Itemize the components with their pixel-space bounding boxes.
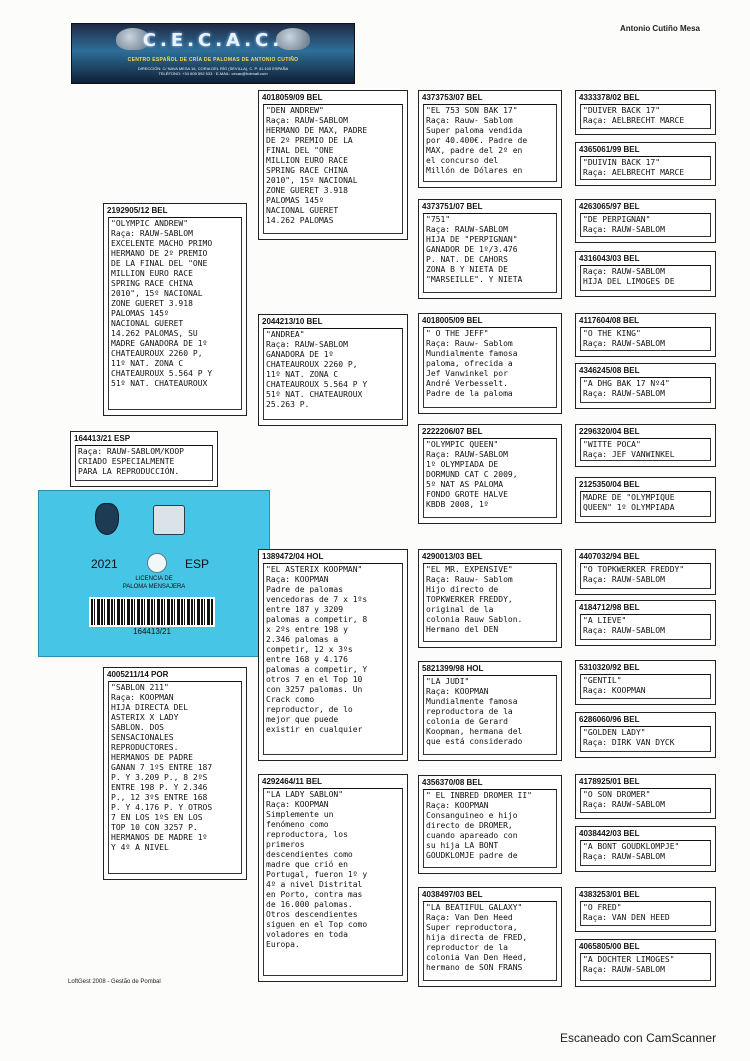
pedigree-card: [258, 774, 408, 982]
ring-number: 5821399/98 HOL: [422, 664, 484, 673]
pigeon-details: "ANDREA" Raça: RAUW-SABLOM GANADORA DE 1º CHATEAUROUX 2260 P, 11º NAT. ZONA C CHATEAUROUX 5.564 P Y 51º NAT. CHATEAUROUX 25.263 P.: [263, 328, 403, 420]
ring-number: 4038497/03 BEL: [422, 890, 483, 899]
club-subtitle: CENTRO ESPAÑOL DE CRÍA DE PALOMAS DE ANTONIO CUTIÑO: [127, 57, 299, 63]
pedigree-card: [418, 90, 562, 188]
ring-number: 4356370/08 BEL: [422, 778, 483, 787]
ring-number: 4018059/09 BEL: [262, 93, 323, 102]
pigeon-details: "LA LADY SABLON" Raça: KOOPMAN Simplemente un fenómeno como reproductora, los primeros descendientes como madre que crió en Portugal, fueron 1º y 4º a nivel Distrital en Porto, contra mas de 16.000 palomas. Otros descendientes siguen en el Top como voladores en toda Europa.: [263, 788, 403, 976]
ring-number: 2296320/04 BEL: [579, 427, 640, 436]
pedigree-card: [575, 90, 716, 135]
license-country: ESP: [185, 557, 210, 571]
pigeon-details: "O THE KING" Raça: RAUW-SABLOM: [580, 327, 711, 351]
pigeon-details: "A DHG BAK 17 Nº4" Raça: RAUW-SABLOM: [580, 377, 711, 403]
pedigree-card: [418, 313, 562, 414]
pigeon-emblem-icon: [153, 505, 185, 535]
ring-number: 4038442/03 BEL: [579, 829, 640, 838]
ring-number: 4178925/01 BEL: [579, 777, 640, 786]
club-address-line: DIRECCIÓN: C/ NAVA MESA 16, CORIA DEL RÍO (SEVILLA), C. P. 41.100 ESPAÑA: [137, 66, 289, 71]
pedigree-card: [418, 549, 562, 648]
pigeon-details: " EL INBRED DROMER II" Raça: KOOPMAN Consanguineo e hijo directo de DROMER, cuando apareado con su hija LA BONT GOUDKLOMJE padre de: [423, 789, 557, 868]
ring-number: 4005211/14 POR: [107, 670, 169, 679]
ring-number: 1389472/04 HOL: [262, 552, 324, 561]
pigeon-details: "A DOCHTER LIMOGES" Raça: RAUW-SABLOM: [580, 953, 711, 981]
ring-number: 4407032/94 BEL: [579, 552, 640, 561]
club-logo-text: C.E.C.A.C.: [142, 30, 284, 51]
pigeon-details: MADRE DE "OLYMPIQUE QUEEN" 1º OLYMPIADA: [580, 491, 711, 517]
ring-number: 4346245/08 BEL: [579, 366, 640, 375]
ring-number: 4290013/03 BEL: [422, 552, 483, 561]
pedigree-card: [103, 667, 247, 880]
pedigree-card: [575, 142, 716, 186]
pedigree-card: [418, 661, 562, 761]
pigeon-details: Raça: RAUW-SABLOM HIJA DEL LIMOGES DE: [580, 265, 711, 291]
pigeon-details: "OLYMPIC ANDREW" Raça: RAUW-SABLOM EXCELENTE MACHO PRIMO HERMANO DE 2º PREMIO DE LA FINAL DEL "ONE MILLION EURO RACE SPRING RACE CHINA 2010", 15º NACIONAL ZONE GUERET 3.918 PALOMAS 145º NACIONAL GUERET 14.262 PALOMAS, SU MADRE GANADORA DE 1º CHATEAUROUX 2260 P, 11º NAT. ZONA C CHATEAUROUX 5.564 P Y 51º NAT. CHATEAUROUX: [108, 217, 242, 410]
pigeon-details: "O FRED" Raça: VAN DEN HEED: [580, 901, 711, 926]
pedigree-card: [575, 660, 716, 705]
pedigree-card: [575, 600, 716, 646]
pedigree-card: [575, 199, 716, 243]
pedigree-card: [103, 203, 247, 416]
pedigree-card: [575, 313, 716, 357]
pedigree-card: [575, 939, 716, 987]
pedigree-card: [575, 477, 716, 523]
ring-number: 4018005/09 BEL: [422, 316, 483, 325]
ring-number: 5310320/92 BEL: [579, 663, 640, 672]
pedigree-card: [258, 90, 408, 240]
pigeon-details: "751" Raça: RAUW-SABLOM HIJA DE "PERPIGNAN" GANADOR DE 1º/3.476 P. NAT. DE CAHORS ZONA B Y NIETA DE "MARSEILLE". Y NIETA: [423, 213, 557, 293]
pigeon-details: "O TOPKWERKER FREDDY" Raça: RAUW-SABLOM: [580, 563, 711, 589]
barcode-number: 164413/21: [133, 627, 171, 636]
ring-number: 2222206/07 BEL: [422, 427, 483, 436]
ring-number: 2192905/12 BEL: [107, 206, 168, 215]
ring-number: 6286060/96 BEL: [579, 715, 640, 724]
author-name: Antonio Cutiño Mesa: [620, 24, 700, 33]
pigeon-details: "DE PERPIGNAN" Raça: RAUW-SABLOM: [580, 213, 711, 237]
scanner-watermark: Escaneado con CamScanner: [560, 1031, 717, 1045]
pedigree-card: [575, 774, 716, 819]
pigeon-details: "GOLDEN LADY" Raça: DIRK VAN DYCK: [580, 726, 711, 752]
pigeon-details: Raça: RAUW-SABLOM/KOOP CRIADO ESPECIALMENTE PARA LA REPRODUCCIÓN.: [75, 445, 213, 481]
pedigree-card: [575, 251, 716, 297]
federation-crest-icon: [95, 503, 119, 535]
pigeon-details: "EL ASTERIX KOOPMAN" Raça: KOOPMAN Padre de palomas vencedoras de 7 x 1ºs entre 187 y 3209 palomas a competir, 8 x 2ºs entre 198 y 2.346 palomas a competir, 12 x 3ºs entre 168 y 4.176 palomas a competir, Y otros 7 en el Top 10 con 3257 palomas. Un Crack como reproductor, de lo mejor que puede existir en cualquier: [263, 563, 403, 755]
club-header-banner: [71, 23, 355, 84]
ring-number: 4373751/07 BEL: [422, 202, 483, 211]
pigeon-details: "LA JUDI" Raça: KOOPMAN Mundialmente famosa reproductora de la colonia de Gerard Koopman, hermana del que está considerado: [423, 675, 557, 755]
pedigree-card: [575, 424, 716, 467]
hologram-icon: [147, 553, 167, 573]
pedigree-card: [70, 431, 218, 487]
pigeon-details: "A BONT GOUDKLOMPJE" Raça: RAUW-SABLOM: [580, 840, 711, 866]
license-year: 2021: [91, 557, 118, 571]
pigeon-details: "OLYMPIC QUEEN" Raça: RAUW-SABLOM 1º OLYMPIADA DE DORMUND CAT C 2009, 5º NAT AS PALOMA FONDO GROTE HALVE KBDB 2008, 1º: [423, 438, 557, 518]
pedigree-card: [575, 887, 716, 932]
club-address: [72, 66, 354, 76]
pigeon-details: "LA BEATIFUL GALAXY" Raça: Van Den Heed Super reproductora, hija directa de FRED, reproductor de la colonia Van Den Heed, hermano de SON FRANS: [423, 901, 557, 981]
ring-number: 4373753/07 BEL: [422, 93, 483, 102]
ring-number: 4333378/02 BEL: [579, 93, 640, 102]
ring-number: 164413/21 ESP: [74, 434, 131, 443]
barcode-icon: [89, 597, 215, 627]
pigeon-details: "DUIVER BACK 17" Raça: AELBRECHT MARCE: [580, 104, 711, 129]
pigeon-details: "WITTE POCA" Raça: JEF VANWINKEL: [580, 438, 711, 461]
pedigree-card: [258, 549, 408, 761]
pedigree-card: [418, 424, 562, 524]
ring-number: 4065805/00 BEL: [579, 942, 640, 951]
software-footer: LoftGest 2008 - Gestão de Pombal: [68, 979, 161, 985]
pedigree-card: [418, 887, 562, 987]
pedigree-card: [575, 363, 716, 409]
pigeon-details: "A LIEVE" Raça: RAUW-SABLOM: [580, 614, 711, 640]
ring-number: 2044213/10 BEL: [262, 317, 323, 326]
ring-number: 4263065/97 BEL: [579, 202, 640, 211]
pigeon-license-card: [38, 490, 270, 657]
license-title: LICENCIA DE PALOMA MENSAJERA: [122, 576, 186, 590]
ring-number: 4365061/99 BEL: [579, 145, 640, 154]
pedigree-card: [258, 314, 408, 426]
pigeon-details: "EL MR. EXPENSIVE" Raça: Rauw- Sablom Hijo directo de TOPKWERKER FREDDY, original de la colonia Rauw Sablon. Hermano del DEN: [423, 563, 557, 642]
pedigree-card: [575, 712, 716, 758]
pedigree-card: [575, 826, 716, 872]
pigeon-details: "O SON DROMER" Raça: RAUW-SABLOM: [580, 788, 711, 813]
pigeon-details: "DUIVIN BACK 17" Raça: AELBRECHT MARCE: [580, 156, 711, 180]
pigeon-details: "SABLON 211" Raça: KOOPMAN HIJA DIRECTA DEL ASTERIX X LADY SABLON. DOS SENSACIONALES REPRODUCTORES. HERMANOS DE PADRE GANAN 7 1ºS ENTRE 187 P. Y 3.209 P., 8 2ºS ENTRE 198 P. Y 2.346 P., 12 3ºS ENTRE 168 P. Y 4.176 P. Y OTROS 7 EN LOS 1ºS EN LOS TOP 10 CON 3257 P. HERMANOS DE MADRE 1º Y 4º A NIVEL: [108, 681, 242, 874]
ring-number: 4292464/11 BEL: [262, 777, 323, 786]
ring-number: 4383253/01 BEL: [579, 890, 640, 899]
ring-number: 4117604/08 BEL: [579, 316, 640, 325]
pedigree-card: [418, 199, 562, 299]
pigeon-details: "GENTIL" Raça: KOOPMAN: [580, 674, 711, 699]
pigeon-details: "EL 753 SON BAK 17" Raça: Rauw- Sablom Super paloma vendida por 40.400€. Padre de MAX, padre del 2º en el concurso del Millón de Dólares en: [423, 104, 557, 182]
pedigree-card: [575, 549, 716, 595]
ring-number: 4316043/03 BEL: [579, 254, 640, 263]
pigeon-details: "DEN ANDREW" Raça: RAUW-SABLOM HERMANO DE MAX, PADRE DE 2º PREMIO DE LA FINAL DEL "ONE MILLION EURO RACE SPRING RACE CHINA 2010", 15º NACIONAL ZONE GUERET 3.918 PALOMAS 145º NACIONAL GUERET 14.262 PALOMAS: [263, 104, 403, 234]
pedigree-card: [418, 775, 562, 874]
club-phone-line: TELÉFONO: +34 605 592 533 · E-MAIL: cecac@hotmail.com: [158, 71, 268, 76]
ring-number: 4184712/98 BEL: [579, 603, 640, 612]
ring-number: 2125350/04 BEL: [579, 480, 640, 489]
pigeon-details: " O THE JEFF" Raça: Rauw- Sablom Mundialmente famosa paloma, ofrecida a Jef Vanwinkel por André Verbesselt. Padre de la paloma: [423, 327, 557, 408]
